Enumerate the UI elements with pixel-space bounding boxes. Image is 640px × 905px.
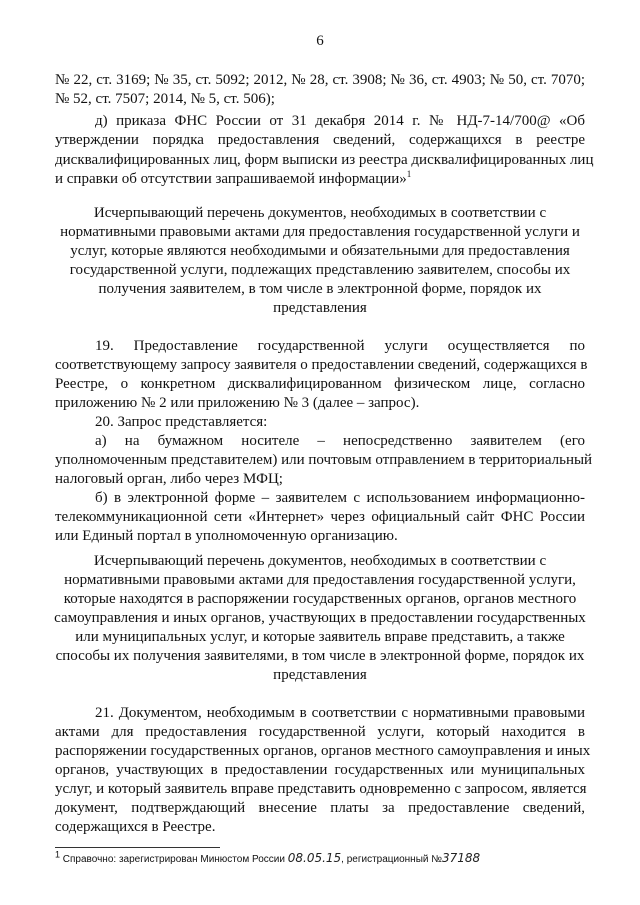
section-heading-line: которые находятся в распоряжении государственных органов, органов местного [63,591,577,607]
section-heading-line: нормативными правовыми актами для предоставления государственной услуги, [64,572,576,588]
text-line: б) в электронной форме – заявителем с использованием информационно- [95,490,585,506]
text-line: 21. Документом, необходимым в соответствии с нормативными правовыми [95,705,585,721]
text-line: дисквалифицированных лиц, форм выписки из реестра дисквалифицированных лиц [55,152,594,168]
section-heading-line: государственной услуги, подлежащих представлению заявителем, способы их [69,262,571,278]
handwritten-date: 08.05.15 [287,851,342,865]
text-line: № 22, ст. 3169; № 35, ст. 5092; 2012, № 28, ст. 3908; № 36, ст. 4903; № 50, ст. 7070; [55,72,585,88]
text-line: уполномоченным представителем) или почтовым отправлением в территориальный [55,452,593,468]
text-span: и справки об отсутствии запрашиваемой информации» [55,171,407,187]
section-heading-line: услуг, которые являются необходимыми и обязательными для предоставления [70,243,570,259]
text-line: налоговый орган, либо через МФЦ; [55,471,283,487]
text-line: Реестре, о конкретном дисквалифицированном физическом лице, согласно [55,376,585,392]
handwritten-registration-number: 37188 [442,851,481,865]
text-line [55,170,411,189]
text-line: а) на бумажном носителе – непосредственно заявителем (его [95,433,585,449]
section-heading-line: представления [273,667,367,683]
text-line: распоряжении государственных органов, органов местного самоуправления и иных [55,743,591,759]
text-line: 20. Запрос представляется: [95,414,268,430]
text-line: телекоммуникационной сети «Интернет» через официальный сайт ФНС России [55,509,585,525]
section-heading-line: самоуправления и иных органов, участвующих в предоставлении государственных [54,610,586,626]
text-line: приложению № 2 или приложению № 3 (далее – запрос). [55,395,420,411]
section-heading-line: получения заявителем, в том числе в электронной форме, порядок их [98,281,542,297]
text-line: или Единый портал в уполномоченную организацию. [55,528,398,544]
page-number: 6 [316,33,324,49]
text-line: 19. Предоставление государственной услуги осуществляется по [95,338,585,354]
footnote [55,851,480,865]
footnote-text: Справочно: зарегистрирован Минюстом России [62,854,285,865]
footnote-marker: 1 [55,849,61,860]
text-line: документ, подтверждающий внесение платы за предоставление сведений, [55,800,585,816]
text-line: услуг, и который заявитель вправе представить одновременно с запросом, является [55,781,587,797]
footnote-divider [55,847,220,848]
footnote-reference: 1 [406,169,412,179]
section-heading-line: Исчерпывающий перечень документов, необходимых в соответствии с [93,205,547,221]
text-line: утверждении порядка предоставления сведений, содержащихся в реестре [55,132,585,148]
section-heading-line: способы их получения заявителями, в том числе в электронной форме, порядок их [55,648,585,664]
text-line: соответствующему запросу заявителя о предоставлении сведений, содержащихся в [55,357,588,373]
footnote-text: , регистрационный № [341,854,442,865]
text-line: органов, участвующих в предоставлении государственных или муниципальных [55,762,585,778]
text-line: № 52, ст. 7507; 2014, № 5, ст. 506); [55,91,275,107]
section-heading-line: Исчерпывающий перечень документов, необходимых в соответствии с [93,553,547,569]
text-line: д) приказа ФНС России от 31 декабря 2014 г. № НД-7-14/700@ «Об [95,113,585,129]
section-heading-line: нормативными правовыми актами для предоставления государственной услуги и [60,224,580,240]
section-heading-line: или муниципальных услуг, и которые заявитель вправе представить, а также [75,629,565,645]
text-line: содержащихся в Реестре. [55,819,216,835]
text-line: актами для предоставления государственной услуги, который находится в [55,724,585,740]
section-heading-line: представления [273,300,367,316]
